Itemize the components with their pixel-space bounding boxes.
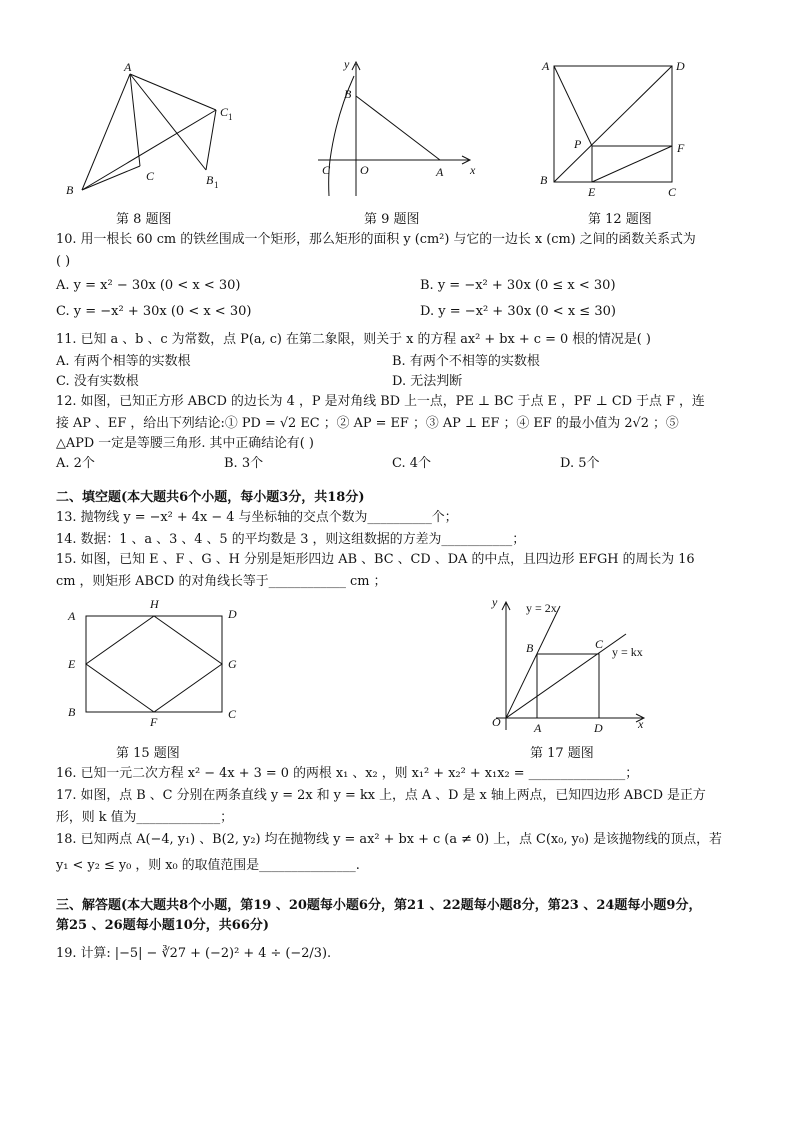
figure-17-drawing [480, 594, 660, 740]
figure-17 [480, 594, 660, 740]
fig15-label-H: H [150, 597, 159, 611]
q10-option-b[interactable]: B. y = −x² + 30x (0 ≤ x < 30) [420, 278, 616, 293]
q10-stem-line2: ( ) [56, 254, 71, 269]
figure-12-drawing [536, 56, 696, 202]
fig9-label-x: x [470, 163, 476, 177]
fig15-label-D: D [228, 607, 237, 621]
q12-option-b[interactable]: B. 3个 [224, 456, 264, 471]
section3-heading-line2: 第25 、26题每小题10分，共66分) [56, 918, 270, 933]
fig8-caption: 第 8 题图 [116, 212, 172, 227]
fig17-label-D: D [594, 721, 603, 735]
q12-option-a[interactable]: A. 2个 [56, 456, 95, 471]
q16-text: 16. 已知一元二次方程 x² − 4x + 3 = 0 的两根 x₁ 、x₂ ，则 x₁² + x₂² + x₁x₂ = _______________； [56, 766, 639, 781]
q11-option-b[interactable]: B. 有两个不相等的实数根 [392, 354, 540, 369]
fig9-label-C: C [322, 163, 331, 177]
fig9-caption: 第 9 题图 [364, 212, 420, 227]
fig15-label-F: F [150, 715, 158, 729]
q10-stem-line1: 10. 用一根长 60 cm 的铁丝围成一个矩形，那么矩形的面积 y (cm²) 与它的一边长 x (cm) 之间的函数关系式为 [56, 232, 696, 247]
figure-15 [60, 596, 260, 730]
figure-15-drawing [60, 596, 260, 730]
q19-text: 19. 计算: |−5| − ∛27 + (−2)² + 4 ÷ (−2/3). [56, 946, 332, 961]
fig8-label-C1-sub: 1 [228, 112, 233, 122]
figure-9 [310, 56, 490, 204]
q11-option-c[interactable]: C. 没有实数根 [56, 374, 139, 389]
fig12-label-E: E [588, 185, 596, 199]
fig12-caption: 第 12 题图 [588, 212, 652, 227]
q11-option-a[interactable]: A. 有两个相等的实数根 [56, 354, 191, 369]
section3-heading-line1: 三、解答题(本大题共8个小题，第19 、20题每小题6分，第21 、22题每小题8分，第23 、24题每小题9分， [56, 898, 702, 913]
q10-option-c[interactable]: C. y = −x² + 30x (0 < x < 30) [56, 304, 252, 319]
q15-line1: 15. 如图，已知 E 、F 、G 、H 分别是矩形四边 AB 、BC 、CD 、DA 的中点，且四边形 EFGH 的周长为 16 [56, 552, 695, 567]
fig17-label-y: y [492, 595, 498, 609]
q18-line2: y₁ < y₂ ≤ y₀ ，则 x₀ 的取值范围是_______________. [56, 858, 360, 873]
fig8-label-B: B [66, 183, 74, 197]
fig12-label-A: A [542, 59, 550, 73]
q15-line2: cm ，则矩形 ABCD 的对角线长等于____________ cm ； [56, 574, 387, 589]
fig8-label-C1: C [220, 105, 229, 119]
fig17-label-line2: y = kx [612, 645, 643, 659]
fig8-label-A: A [124, 60, 132, 74]
q12-stem-line2: 接 AP 、EF ，给出下列结论:① PD = √2 EC ；② AP = EF ；③ AP ⊥ EF ；④ EF 的最小值为 2√2 ；⑤ [56, 416, 679, 431]
fig15-label-G: G [228, 657, 237, 671]
q12-option-d[interactable]: D. 5个 [560, 456, 600, 471]
fig12-label-B: B [540, 173, 548, 187]
fig8-label-C: C [146, 169, 155, 183]
fig17-label-A: A [534, 721, 542, 735]
figure-8-drawing [60, 58, 250, 198]
q10-option-d[interactable]: D. y = −x² + 30x (0 < x ≤ 30) [420, 304, 616, 319]
section2-heading: 二、填空题(本大题共6个小题，每小题3分，共18分) [56, 490, 365, 505]
fig17-label-O: O [492, 715, 501, 729]
fig17-label-C: C [595, 637, 604, 651]
q10-option-a[interactable]: A. y = x² − 30x (0 < x < 30) [56, 278, 241, 293]
fig15-label-E: E [68, 657, 76, 671]
fig8-label-B1-sub: 1 [214, 180, 219, 190]
q12-stem-line1: 12. 如图，已知正方形 ABCD 的边长为 4 ，P 是对角线 BD 上一点，PE ⊥ BC 于点 E ，PF ⊥ CD 于点 F ，连 [56, 394, 705, 409]
fig15-label-C: C [228, 707, 237, 721]
figure-9-drawing [310, 56, 490, 204]
q18-line1: 18. 已知两点 A(−4, y₁) 、B(2, y₂) 均在抛物线 y = ax² + bx + c (a ≠ 0) 上，点 C(x₀, y₀) 是该抛物线的顶点，若 [56, 832, 722, 847]
fig12-label-F: F [677, 141, 685, 155]
fig15-caption: 第 15 题图 [116, 746, 180, 761]
fig12-label-C: C [668, 185, 677, 199]
q11-option-d[interactable]: D. 无法判断 [392, 374, 463, 389]
fig17-label-line1: y = 2x [526, 601, 557, 615]
q12-option-c[interactable]: C. 4个 [392, 456, 432, 471]
q12-stem-line3: △APD 一定是等腰三角形. 其中正确结论有( ) [56, 436, 314, 451]
q14-text: 14. 数据：1 、a 、3 、4 、5 的平均数是 3 ，则这组数据的方差为___________； [56, 532, 526, 547]
fig12-label-D: D [676, 59, 685, 73]
fig9-label-y: y [344, 57, 350, 71]
fig17-label-B: B [526, 641, 534, 655]
figure-12 [536, 56, 696, 202]
fig8-label-B1: B [206, 173, 214, 187]
q17-line1: 17. 如图，点 B 、C 分别在两条直线 y = 2x 和 y = kx 上，点 A 、D 是 x 轴上两点，已知四边形 ABCD 是正方 [56, 788, 706, 803]
fig15-label-A: A [68, 609, 76, 623]
q17-line2: 形，则 k 值为_____________； [56, 810, 234, 825]
fig9-label-A: A [436, 165, 444, 179]
fig9-label-B: B [344, 87, 352, 101]
fig9-label-O: O [360, 163, 369, 177]
q11-stem: 11. 已知 a 、b 、c 为常数，点 P(a, c) 在第二象限，则关于 x 的方程 ax² + bx + c = 0 根的情况是( ) [56, 332, 651, 347]
figure-8 [60, 58, 250, 198]
fig17-caption: 第 17 题图 [530, 746, 594, 761]
fig12-label-P: P [574, 137, 582, 151]
q13-text: 13. 抛物线 y = −x² + 4x − 4 与坐标轴的交点个数为__________个； [56, 510, 458, 525]
fig17-label-x: x [638, 717, 644, 731]
fig15-label-B: B [68, 705, 76, 719]
